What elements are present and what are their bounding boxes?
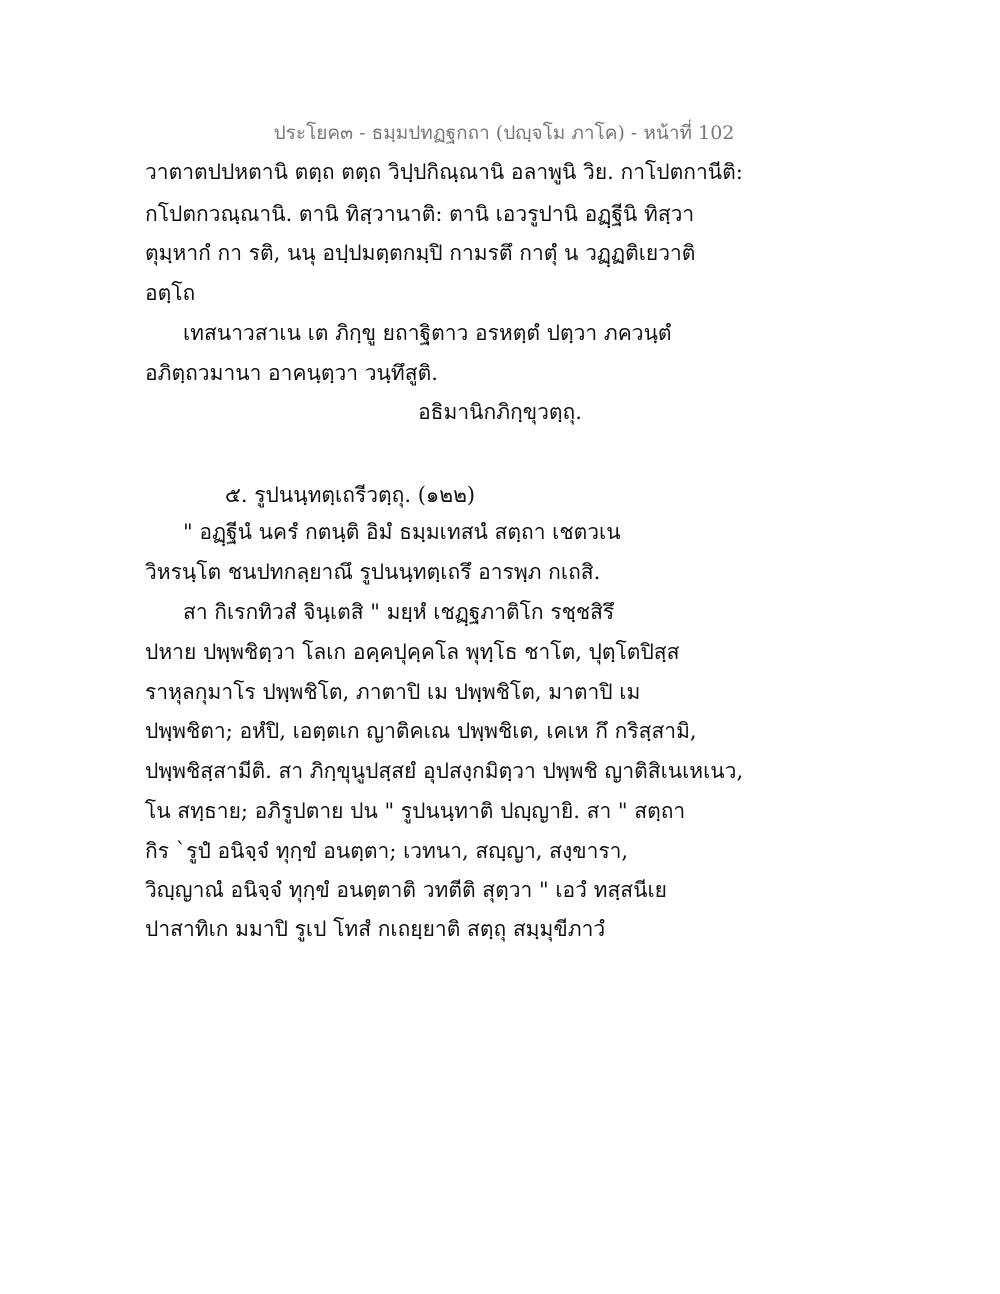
text-line: วิญฺญาณํ อนิจฺจํ ทุกฺขํ อนตฺตาติ วทตีติ สุตฺวา " เอวํ ทสฺสนีเย bbox=[145, 878, 667, 902]
page-header-title: ประโยค๓ - ธมฺมปทฏฐกถา (ปญฺจโม ภาโค) - หน้าที่ 102 bbox=[273, 122, 735, 144]
text-line: ปพฺพชิตา; อหํปิ, เอตฺตเก ญาติคเณ ปพฺพชิเต, เคเห กึ กริสฺสามิ, bbox=[145, 719, 697, 743]
text-line: วาตาตปปหตานิ ตตฺถ ตตฺถ วิปฺปกิณฺณานิ อลาพูนิ วิย. กาโปตกานีติ: bbox=[145, 160, 743, 184]
text-line: กิร `รูปํ อนิจฺจํ ทุกฺขํ อนตฺตา; เวทนา, สญฺญา, สงฺขารา, bbox=[145, 839, 629, 863]
text-line: ราหุลกุมาโร ปพฺพชิโต, ภาตาปิ เม ปพฺพชิโต, มาตาปิ เม bbox=[145, 680, 641, 704]
paragraph-first-line: สา กิเรกทิวสํ จินฺเตสิ " มยฺหํ เชฏฺฐภาติโก รชฺชสิรึ bbox=[183, 600, 615, 624]
text-line: ปหาย ปพฺพชิตฺวา โลเก อคฺคปุคฺคโล พุทฺโธ ชาโต, ปุตฺโตปิสฺส bbox=[145, 640, 680, 664]
page-header bbox=[0, 118, 1000, 148]
paragraph-first-line: " อฏฺฐีนํ นครํ กตนฺติ อิมํ ธมฺมเทสนํ สตฺถา เชตวเน bbox=[183, 520, 621, 544]
text-line: วิหรนฺโต ชนปทกลฺยาณึ รูปนนฺทตฺเถรึ อารพฺภ กเถสิ. bbox=[145, 560, 601, 584]
text-line: ปพฺพชิสฺสามีติ. สา ภิกฺขุนูปสฺสยํ อุปสงฺกมิตฺวา ปพฺพชิ ญาติสิเนเหเนว, bbox=[145, 759, 744, 783]
text-line: โน สทฺธาย; อภิรูปตาย ปน " รูปนนฺทาติ ปญฺญายิ. สา " สตฺถา bbox=[145, 799, 686, 823]
text-line: อตฺโถ bbox=[145, 281, 196, 305]
text-line: อภิตฺถวมานา อาคนฺตฺวา วนฺทึสูติ. bbox=[145, 361, 438, 385]
story-end-title: อธิมานิกภิกฺขุวตฺถุ. bbox=[418, 400, 582, 424]
text-line: ปาสาทิเก มมาปิ รูเป โทสํ กเถยฺยาติ สตฺถุ สมฺมุขีภาวํ bbox=[145, 917, 606, 941]
text-line: ตุมฺหากํ กา รติ, นนุ อปฺปมตฺตกมฺปิ กามรตึ กาตุํ น วฏฺฏติเยวาติ bbox=[145, 241, 696, 265]
paragraph-first-line: เทสนาวสาเน เต ภิกฺขู ยถาฐิตาว อรหตฺตํ ปตฺวา ภควนฺตํ bbox=[183, 321, 672, 345]
section-heading: ๕. รูปนนฺทตฺเถรีวตฺถุ. (๑๒๒) bbox=[225, 483, 476, 507]
text-line: กโปตกวณฺณานิ. ตานิ ทิสฺวานาติ: ตานิ เอวรูปานิ อฏฺฐีนิ ทิสฺวา bbox=[145, 202, 695, 226]
